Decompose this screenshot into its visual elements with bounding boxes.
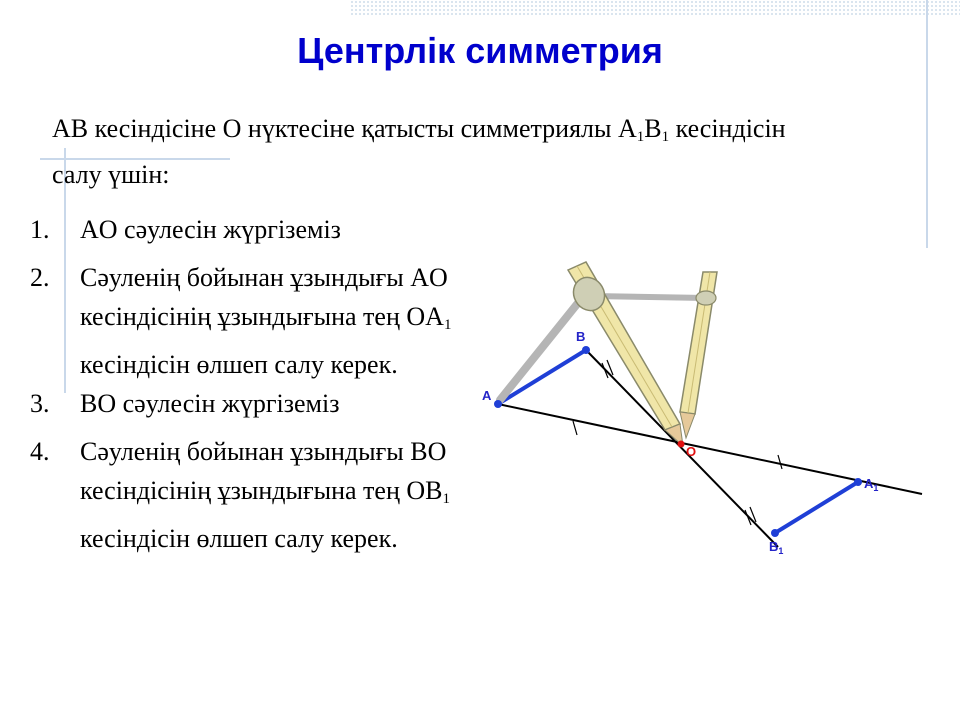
step-subscript: 1 [442, 491, 450, 507]
step-main-text: BO сәулесін жүргіземіз [80, 389, 340, 418]
point-b1 [771, 529, 779, 537]
label-a1-sub: 1 [873, 483, 879, 493]
step-main-text: Сәуленің бойынан ұзындығы AO кесіндісінің ұзындығына тең OA [80, 263, 448, 331]
segment-ab [498, 350, 586, 404]
step-main-text: AO сәулесін жүргіземіз [80, 215, 341, 244]
point-o [678, 441, 685, 448]
step-number: 1. [30, 215, 50, 244]
step-number: 2. [30, 263, 50, 292]
intro-text-mid: B [644, 114, 662, 143]
intro-subscript-b1: 1 [661, 129, 670, 145]
label-b: B [576, 329, 586, 344]
point-a1 [854, 478, 862, 486]
step-main-text: Сәуленің бойынан ұзындығы BO кесіндісінің ұзындығына тең OB [80, 437, 447, 505]
point-a [494, 400, 502, 408]
label-a1 [864, 476, 878, 493]
step-subscript: 1 [443, 317, 452, 333]
compass-leg-left [500, 288, 590, 400]
intro-text-after: кесіндісін салу үшін: [52, 114, 786, 189]
compass-arm [592, 296, 706, 298]
label-b1-sub: 1 [778, 546, 784, 556]
label-a1-letter: A [864, 476, 874, 491]
step-number: 4. [30, 437, 50, 466]
step-number: 3. [30, 389, 50, 418]
intro-subscript-a1: 1 [636, 129, 645, 145]
point-b [582, 346, 590, 354]
tick-oa1 [778, 455, 782, 469]
label-a: A [482, 388, 492, 403]
ray-bo [586, 350, 778, 547]
segment-a1b1 [775, 482, 858, 533]
tick-ao [573, 421, 577, 435]
label-o: O [686, 444, 697, 459]
step-tail-text: кесіндісін өлшеп салу керек. [80, 350, 398, 379]
step-tail-text: кесіндісін өлшеп салу керек. [80, 524, 398, 553]
label-b1 [769, 539, 783, 556]
slide-title: Центрлік симметрия [297, 30, 663, 71]
label-b1-letter: B [769, 539, 779, 554]
intro-text-before: AB кесіндісіне O нүктесіне қатысты симметриялы A [52, 114, 637, 143]
compass-joint-icon [696, 291, 716, 305]
